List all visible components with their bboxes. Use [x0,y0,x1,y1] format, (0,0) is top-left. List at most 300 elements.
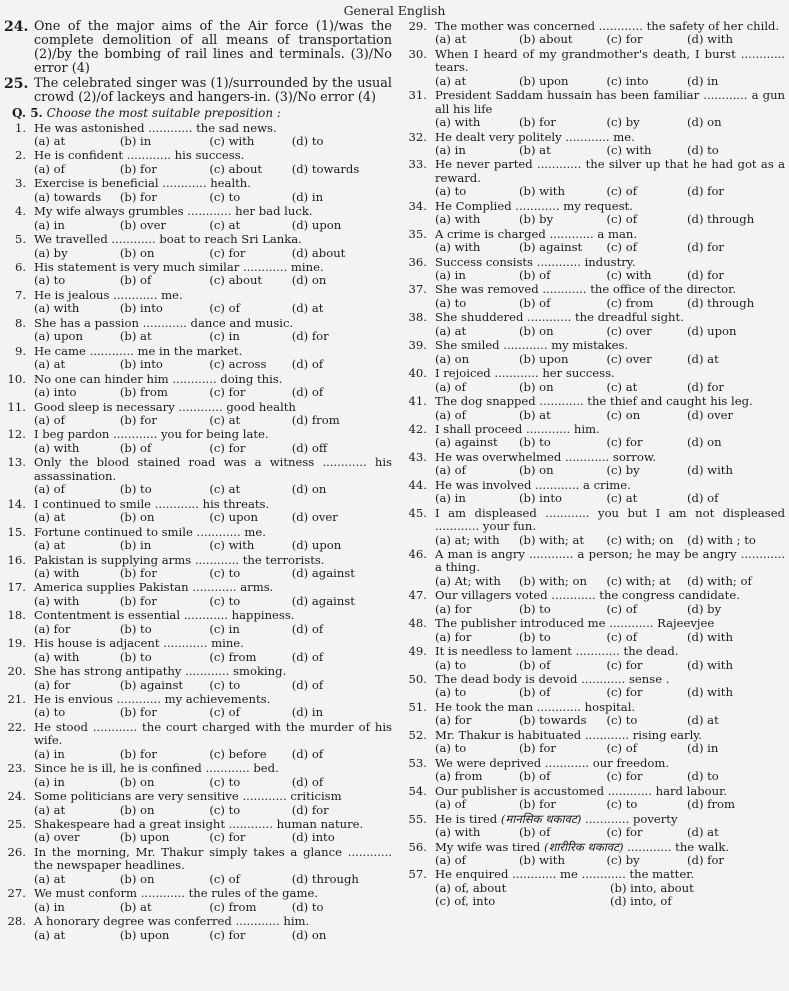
option-c[interactable]: (c) at [209,217,241,232]
option-d[interactable]: (d) on [291,927,327,942]
question-text: He enquired ............ me ............ the matter. [435,867,695,882]
option-b[interactable]: (b) about [519,32,573,47]
option-d[interactable]: (d) with [687,657,733,672]
question-number: 56. [408,839,427,854]
option-c[interactable]: (c) from [209,649,257,664]
option-c[interactable]: (c) to [209,189,241,204]
option-c[interactable]: (c) by [606,852,640,867]
option-a[interactable]: (a) of, about [435,880,507,895]
option-b[interactable]: (b) at [519,142,551,157]
option-b[interactable]: (b) into [519,491,562,506]
options-row [435,116,785,129]
option-c[interactable]: (c) to [606,797,638,812]
question-number: 31. [408,88,427,103]
option-d[interactable]: (d) from [291,412,340,427]
question-hint: (मानसिक थकावट) [500,811,582,826]
question-item [405,423,785,450]
option-c[interactable]: (c) with; at [606,573,671,588]
option-b[interactable]: (b) towards [519,713,587,728]
option-d[interactable]: (d) of [291,774,324,789]
option-c[interactable]: (c) of [606,601,637,616]
question-item [405,757,785,784]
option-a[interactable]: (a) at [34,357,66,372]
option-c[interactable]: (c) about [209,273,263,288]
option-c[interactable]: (c) over [606,323,652,338]
option-a[interactable]: (a) into [34,385,77,400]
question-item [405,548,785,588]
option-d[interactable]: (d) with; of [687,573,752,588]
option-b[interactable]: (b) with; on [519,573,587,588]
option-b[interactable]: (b) over [119,217,166,232]
option-a[interactable]: (a) with [435,240,481,255]
option-a[interactable]: (a) at [34,871,66,886]
question-number: 44. [408,477,427,492]
option-b[interactable]: (b) into, about [610,880,694,895]
option-b[interactable]: (b) on [519,379,554,394]
option-c[interactable]: (c) into [606,73,649,88]
option-c[interactable]: (c) for [209,830,246,845]
option-d[interactable]: (d) for [291,802,329,817]
option-b[interactable]: (b) upon [519,351,569,366]
option-b[interactable]: (b) to [519,601,551,616]
options-row [435,464,785,477]
option-a[interactable]: (a) by [34,245,68,260]
question-text: America supplies Pakistan ............ arms. [34,580,274,595]
question-number: 43. [408,449,427,464]
option-c[interactable]: (c) in [209,621,240,636]
question-item [4,401,392,428]
option-a[interactable]: (a) at; with [435,532,500,547]
option-b[interactable]: (b) with; at [519,532,585,547]
option-a[interactable]: (a) of [435,379,466,394]
option-d[interactable]: (d) for [687,184,724,199]
option-a[interactable]: (a) in [34,746,65,761]
question-item [4,818,392,845]
option-c[interactable]: (c) for [209,440,246,455]
question-text: She has a passion ............ dance and music. [34,315,294,330]
question-item [405,673,785,700]
option-d[interactable]: (d) about [291,245,346,260]
option-b[interactable]: (b) from [119,385,168,400]
option-d[interactable]: (d) against [291,565,355,580]
option-c[interactable]: (c) in [209,329,240,344]
option-a[interactable]: (a) of [435,407,466,422]
option-a[interactable]: (a) of [34,161,65,176]
option-a[interactable]: (a) at [34,133,66,148]
question-text: The dead body is devoid ............ sense . [435,672,670,687]
option-b[interactable]: (b) in [119,538,152,552]
option-c[interactable]: (c) for [606,435,643,450]
option-a[interactable]: (a) at [34,927,66,942]
option-b[interactable]: (b) in [119,133,152,148]
option-c[interactable]: (c) with [606,267,652,282]
option-d[interactable]: (d) on [687,115,722,130]
option-b[interactable]: (b) against [519,240,583,255]
option-d[interactable]: (d) for [687,267,724,282]
option-d[interactable]: (d) through [291,871,359,886]
option-a[interactable]: (a) with [34,301,80,316]
option-a[interactable]: (a) at [34,510,66,525]
option-d[interactable]: (d) into [291,830,335,845]
option-a[interactable]: (a) of [435,852,466,867]
option-c[interactable]: (c) to [209,593,241,608]
option-c[interactable]: (c) of [606,184,637,199]
question-text: His statement is very much similar ............ mine. [34,260,324,275]
question-number: 52. [408,727,427,742]
question-text [435,813,785,826]
option-a[interactable]: (a) in [435,267,466,282]
question-number: 8. [14,315,26,330]
option-b[interactable]: (b) upon [119,927,170,942]
option-d[interactable]: (d) on [291,273,327,288]
option-d[interactable]: (d) to [291,899,324,914]
option-a[interactable]: (a) of [435,463,466,478]
question-body [34,581,392,608]
question-text: A honorary degree was conferred ............ him. [34,914,310,929]
option-b[interactable]: (b) of [519,825,551,839]
option-c[interactable]: (c) to [606,713,638,728]
option-c[interactable]: (c) before [209,746,267,761]
option-d[interactable]: (d) through [687,295,755,310]
option-a[interactable]: (a) against [435,435,498,450]
option-d[interactable]: (d) over [687,407,734,422]
option-b[interactable]: (b) for [119,161,157,176]
option-c[interactable]: (c) for [606,685,643,700]
option-a[interactable]: (a) at [435,73,467,88]
question-item [4,205,392,232]
option-a[interactable]: (a) for [34,621,71,636]
option-b[interactable]: (b) on [119,245,155,260]
option-b[interactable]: (b) on [119,774,155,789]
option-a[interactable]: (a) from [435,769,483,784]
option-b[interactable]: (b) upon [519,73,569,88]
option-b[interactable]: (b) of [519,685,551,700]
option-b[interactable]: (b) for [519,797,556,812]
options-row [435,241,785,254]
option-b[interactable]: (b) for [519,741,556,756]
option-c[interactable]: (c) by [606,115,640,130]
error-item [4,77,392,105]
option-a[interactable]: (a) to [435,657,467,672]
question-item [4,721,392,761]
option-c[interactable]: (c) to [209,677,241,692]
option-c[interactable]: (c) with; on [606,532,674,547]
option-c[interactable]: (c) for [606,32,643,47]
option-d[interactable]: (d) against [291,593,355,608]
question-body [34,345,392,372]
option-d[interactable]: (d) upon [291,538,342,552]
option-b[interactable]: (b) to [119,649,152,664]
options-row [34,414,392,427]
option-c[interactable]: (c) of, into [435,894,496,909]
question-body [435,200,785,227]
options-row [435,409,785,422]
option-a[interactable]: (a) on [435,351,470,366]
option-b[interactable]: (b) for [119,746,157,761]
option-b[interactable]: (b) at [519,407,551,422]
option-d[interactable]: (d) in [291,189,324,204]
option-d[interactable]: (d) at [687,351,719,366]
section-instruction: Choose the most suitable preposition : [46,106,281,121]
options-row [34,247,392,260]
option-a[interactable]: (a) with [435,212,481,227]
option-a[interactable]: (a) with [34,649,80,664]
option-d[interactable]: (d) of [291,649,324,664]
question-body [435,367,785,394]
option-d[interactable]: (d) for [291,329,329,344]
option-c[interactable]: (c) of [606,741,637,756]
option-b[interactable]: (b) on [519,463,554,478]
option-c[interactable]: (c) with [606,142,652,157]
question-item [405,20,785,47]
option-b[interactable]: (b) on [119,510,155,525]
option-d[interactable]: (d) in [687,73,719,88]
question-number: 18. [7,608,26,623]
option-c[interactable]: (c) at [209,412,241,427]
option-d[interactable]: (d) in [687,741,719,756]
option-a[interactable]: (a) for [435,713,472,728]
option-d[interactable]: (d) from [687,797,735,812]
option-d[interactable]: (d) of [291,677,324,692]
option-a[interactable]: (a) with [34,593,80,608]
question-text: She was removed ............ the office of the director. [435,282,737,297]
option-b[interactable]: (b) to [119,482,152,497]
option-b[interactable]: (b) at [119,899,152,914]
option-b[interactable]: (b) to [119,621,152,636]
option-a[interactable]: (a) in [435,491,466,506]
option-a[interactable]: (a) in [34,899,65,914]
option-d[interactable]: (d) into, of [610,894,672,909]
option-a[interactable]: (a) of [435,797,466,812]
option-c[interactable]: (c) of [606,212,637,227]
option-c[interactable]: (c) for [606,657,643,672]
option-a[interactable]: (a) in [34,774,65,789]
option-d[interactable]: (d) of [687,491,719,506]
question-text: Pakistan is supplying arms ............ the terrorists. [34,552,325,567]
option-c[interactable]: (c) on [606,407,641,422]
option-c[interactable]: (c) of [606,240,637,255]
option-a[interactable]: (a) for [435,601,472,616]
question-body [435,673,785,700]
option-a[interactable]: (a) to [435,685,467,700]
option-b[interactable]: (b) with [519,852,565,867]
options-row [435,534,785,547]
option-d[interactable]: (d) with [687,629,733,644]
option-c[interactable]: (c) at [209,482,241,497]
question-body [34,149,392,176]
option-b[interactable]: (b) upon [119,830,170,845]
option-c[interactable]: (c) with [209,133,255,148]
option-d[interactable]: (d) to [687,142,719,157]
option-c[interactable]: (c) of [606,629,637,644]
option-a[interactable]: (a) in [435,142,466,157]
option-c[interactable]: (c) over [606,351,652,366]
option-c[interactable]: (c) at [606,379,638,394]
option-d[interactable]: (d) on [291,482,327,497]
question-number: 15. [7,524,26,539]
option-c[interactable]: (c) of [209,301,240,316]
option-c[interactable]: (c) to [209,565,241,580]
option-c[interactable]: (c) of [209,705,240,720]
option-d[interactable]: (d) through [687,212,755,227]
option-a[interactable]: (a) at [435,323,467,338]
question-item [405,645,785,672]
option-d[interactable]: (d) for [687,240,724,255]
option-b[interactable]: (b) of [519,769,551,784]
option-a[interactable]: (a) for [34,677,71,692]
option-c[interactable]: (c) with [209,538,255,552]
option-d[interactable]: (d) for [687,379,724,394]
question-body [34,762,392,789]
option-b[interactable]: (b) against [119,677,184,692]
option-a[interactable]: (a) with [34,440,80,455]
option-b[interactable]: (b) with [519,184,565,199]
option-c[interactable]: (c) from [606,295,654,310]
option-d[interactable]: (d) at [687,713,719,728]
option-d[interactable]: (d) for [687,852,724,867]
option-b[interactable]: (b) at [119,329,152,344]
option-a[interactable]: (a) for [435,629,472,644]
option-d[interactable]: (d) to [291,133,324,148]
option-d[interactable]: (d) of [291,621,324,636]
option-a[interactable]: (a) with [34,565,80,580]
options-row [34,831,392,844]
option-c[interactable]: (c) to [209,802,241,817]
option-a[interactable]: (a) At; with [435,573,501,588]
option-b[interactable]: (b) on [119,802,155,817]
option-a[interactable]: (a) to [435,184,467,199]
question-body [435,339,785,366]
option-b[interactable]: (b) to [519,435,551,450]
option-b[interactable]: (b) of [119,440,152,455]
option-d[interactable]: (d) with [687,463,733,478]
option-b[interactable]: (b) of [119,273,152,288]
option-c[interactable]: (c) to [209,774,241,789]
option-b[interactable]: (b) for [119,412,157,427]
option-b[interactable]: (b) for [119,705,157,720]
question-item [4,122,392,149]
question-body [435,283,785,310]
option-a[interactable]: (a) with [435,115,481,130]
option-a[interactable]: (a) of [34,412,65,427]
option-d[interactable]: (d) upon [687,323,737,338]
question-text-after: ............ the walk. [623,839,730,854]
question-item [405,311,785,338]
question-text: President Saddam hussain has been familiar ............ a gun all his life [435,88,785,116]
option-a[interactable]: (a) upon [34,329,83,344]
question-item [4,581,392,608]
option-b[interactable]: (b) into [119,357,163,372]
option-b[interactable]: (b) of [519,295,551,310]
option-d[interactable]: (d) at [687,825,719,839]
question-body [34,261,392,288]
option-b[interactable]: (b) for [119,189,157,204]
option-d[interactable]: (d) by [687,601,722,616]
option-d[interactable]: (d) in [291,705,324,720]
question-number: 37. [408,282,427,297]
option-b[interactable]: (b) for [119,593,157,608]
option-d[interactable]: (d) to [687,769,719,784]
option-c[interactable]: (c) upon [209,510,258,525]
option-a[interactable]: (a) at [34,538,66,552]
option-d[interactable]: (d) towards [291,161,360,176]
question-text: He stood ............ the court charged with the murder of his wife. [34,719,392,748]
question-text: The publisher introduced me ............ Rajeevjee [435,616,715,631]
option-a[interactable]: (a) to [435,741,467,756]
item-number: 24. [4,19,29,35]
question-number: 9. [14,343,26,358]
option-d[interactable]: (d) with [687,685,733,700]
option-c[interactable]: (c) for [606,825,643,839]
option-b[interactable]: (b) on [119,871,155,886]
option-a[interactable]: (a) to [34,705,66,720]
option-a[interactable]: (a) with [435,825,481,839]
option-c[interactable]: (c) for [209,245,246,260]
option-c[interactable]: (c) by [606,463,640,478]
question-number: 7. [14,287,26,302]
option-a[interactable]: (a) towards [34,189,102,204]
option-b[interactable]: (b) by [519,212,554,227]
question-text: We must conform ............ the rules of the game. [34,886,319,901]
question-text: He never parted ............ the silver up that he had got as a reward. [435,157,785,185]
option-c[interactable]: (c) from [209,899,257,914]
option-b[interactable]: (b) for [119,565,157,580]
option-d[interactable]: (d) with ; to [687,532,756,547]
option-b[interactable]: (b) to [519,629,551,644]
option-c[interactable]: (c) about [209,161,263,176]
option-a[interactable]: (a) to [435,295,467,310]
option-b[interactable]: (b) of [519,267,551,282]
question-text: He took the man ............ hospital. [435,699,636,714]
option-d[interactable]: (d) upon [291,217,342,232]
option-b[interactable]: (b) for [519,115,556,130]
question-item [4,554,392,581]
option-c[interactable]: (c) across [209,357,267,372]
option-a[interactable]: (a) over [34,830,80,845]
question-body [34,122,392,149]
option-a[interactable]: (a) of [34,482,65,497]
question-body [34,846,392,886]
options-row [435,826,785,839]
option-d[interactable]: (d) at [291,301,324,316]
option-c[interactable]: (c) for [209,927,246,942]
option-b[interactable]: (b) on [519,323,554,338]
option-a[interactable]: (a) in [34,217,65,232]
option-a[interactable]: (a) to [34,273,66,288]
option-d[interactable]: (d) with [687,32,733,47]
question-body [34,456,392,496]
question-body [34,818,392,845]
option-c[interactable]: (c) of [209,871,240,886]
option-c[interactable]: (c) for [209,385,246,400]
options-row [34,330,392,343]
option-a[interactable]: (a) at [34,802,66,817]
question-number: 33. [408,157,427,172]
option-c[interactable]: (c) at [606,491,638,506]
option-d[interactable]: (d) off [291,440,328,455]
option-d[interactable]: (d) of [291,357,324,372]
option-d[interactable]: (d) of [291,746,324,761]
option-c[interactable]: (c) for [606,769,643,784]
option-d[interactable]: (d) of [291,385,324,400]
section-number: Q. 5. [12,106,43,121]
options-row [34,873,392,886]
option-d[interactable]: (d) on [687,435,722,450]
option-d[interactable]: (d) over [291,510,338,525]
option-b[interactable]: (b) into [119,301,163,316]
option-b[interactable]: (b) of [519,657,551,672]
option-a[interactable]: (a) at [435,32,467,47]
